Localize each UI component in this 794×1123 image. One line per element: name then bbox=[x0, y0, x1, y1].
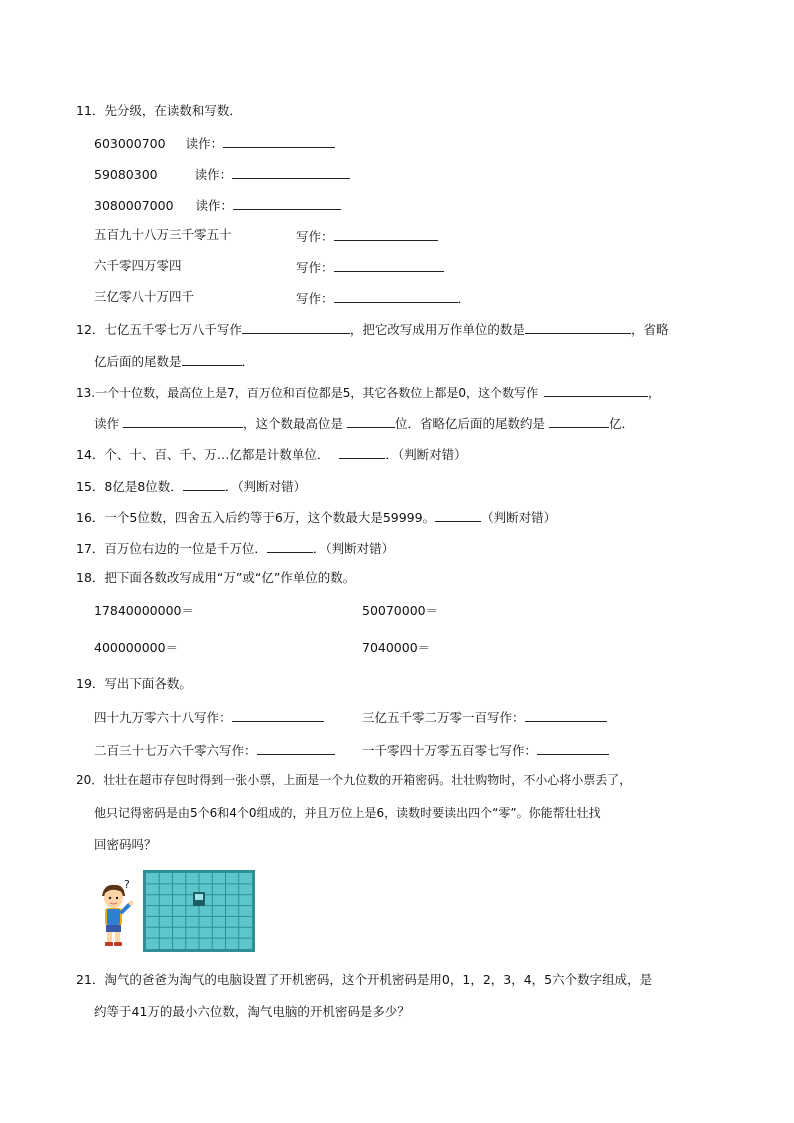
q12-part-2: ，把它改写成用万作单位的数是 bbox=[349, 322, 525, 337]
q18-item-1[interactable]: 17840000000＝ bbox=[94, 603, 194, 618]
q19-blank-4[interactable] bbox=[537, 741, 609, 755]
q12-blank-1[interactable] bbox=[242, 320, 350, 334]
q13-line2-c: 位．省略亿后面的尾数约是 bbox=[395, 416, 546, 431]
q15-line bbox=[76, 477, 306, 495]
q11-label-5: 写作： bbox=[296, 260, 334, 275]
q14-blank[interactable] bbox=[339, 445, 385, 459]
q16-blank[interactable] bbox=[435, 508, 481, 522]
q11-answer-blank-5[interactable] bbox=[334, 258, 444, 272]
q18-item-2[interactable]: 50070000＝ bbox=[362, 603, 439, 618]
q13-line-1 bbox=[76, 383, 660, 401]
q13-part-1-end: ， bbox=[648, 386, 661, 400]
q12-line-1 bbox=[76, 320, 668, 338]
q12-line-2 bbox=[94, 352, 254, 370]
q19-item-4 bbox=[362, 741, 609, 759]
q19-blank-2[interactable] bbox=[525, 708, 607, 722]
q13-line2-a: 读作 bbox=[94, 416, 120, 431]
q19-blank-3[interactable] bbox=[257, 741, 335, 755]
q19-label-3: 二百三十七万六千零六写作： bbox=[94, 743, 257, 758]
q11-answer-blank-1[interactable] bbox=[223, 134, 335, 148]
q16-tail: （判断对错） bbox=[481, 510, 557, 525]
q15-tail: ．（判断对错） bbox=[224, 479, 307, 494]
q11-answer-blank-2[interactable] bbox=[232, 165, 350, 179]
q11-write-4 bbox=[296, 227, 438, 245]
q11-label-2: 读作： bbox=[194, 167, 233, 182]
q11-row-1 bbox=[94, 134, 335, 152]
q19-blank-1[interactable] bbox=[232, 708, 324, 722]
q20-line-1: 20．壮壮在超市存包时得到一张小票，上面是一个九位数的开箱密码。壮壮购物时，不小心将小票丢了， bbox=[76, 773, 632, 787]
q11-label-1: 读作： bbox=[185, 136, 224, 151]
q11-number-2: 59080300 bbox=[94, 167, 158, 182]
q18-item-4[interactable]: 7040000＝ bbox=[362, 640, 431, 655]
q19-label-1: 四十九万零六十八写作： bbox=[94, 710, 232, 725]
q13-line2-b: ，这个数最高位是 bbox=[243, 416, 344, 431]
q11-write-5 bbox=[296, 258, 444, 276]
q17-line bbox=[76, 539, 394, 557]
q14-line bbox=[76, 445, 467, 463]
q13-blank-1[interactable] bbox=[544, 383, 648, 397]
q13-blank-2[interactable] bbox=[123, 414, 243, 428]
q19-item-1 bbox=[94, 708, 324, 726]
boy-thinking-illustration bbox=[94, 876, 140, 948]
q14-tail: ．（判断对错） bbox=[385, 447, 467, 462]
storage-lockers-illustration bbox=[143, 870, 255, 952]
q18-title: 18．把下面各数改写成用“万”或“亿”作单位的数。 bbox=[76, 570, 356, 585]
q11-number-6: 三亿零八十万四千 bbox=[94, 289, 195, 304]
q11-number-1: 603000700 bbox=[94, 136, 166, 151]
q12-part-3: ，省略 bbox=[630, 322, 669, 337]
q11-title: 11．先分级，在读数和写数． bbox=[76, 103, 242, 118]
q20-line-2: 他只记得密码是由5个6和4个0组成的，并且万位上是6，读数时要读出四个“零”。你能帮壮壮找 bbox=[94, 806, 601, 820]
q13-line2-d: 亿． bbox=[609, 416, 635, 431]
q21-line-2: 约等于41万的最小六位数，淘气电脑的开机密码是多少？ bbox=[94, 1004, 410, 1019]
q12-part-1: 12．七亿五千零七万八千写作 bbox=[76, 322, 242, 337]
q16-line bbox=[76, 508, 556, 526]
q11-label-6: 写作： bbox=[296, 291, 334, 306]
q12-line2-b: ． bbox=[241, 354, 255, 369]
q19-title: 19．写出下面各数。 bbox=[76, 676, 192, 691]
q11-number-4: 五百九十八万三千零五十 bbox=[94, 227, 232, 242]
q16-text: 16．一个5位数，四舍五入后约等于6万，这个数最大是59999。 bbox=[76, 510, 436, 525]
q11-number-5: 六千零四万零四 bbox=[94, 258, 182, 273]
q17-tail: ．（判断对错） bbox=[312, 541, 395, 556]
q17-text: 17．百万位右边的一位是千万位． bbox=[76, 541, 267, 556]
q11-label-3: 读作： bbox=[195, 198, 234, 213]
q19-label-4: 一千零四十万零五百零七写作： bbox=[362, 743, 538, 758]
q11-row-2 bbox=[94, 165, 350, 183]
question-mark-icon: ? bbox=[124, 878, 130, 891]
q11-end-period: ． bbox=[457, 291, 471, 306]
q20-line-3: 回密码吗？ bbox=[94, 837, 157, 852]
q12-blank-3[interactable] bbox=[182, 352, 242, 366]
q11-answer-blank-6[interactable] bbox=[334, 289, 458, 303]
q11-row-5 bbox=[94, 258, 182, 274]
q14-text: 14．个、十、百、千、万…亿都是计数单位． bbox=[76, 447, 330, 462]
q11-row-3 bbox=[94, 196, 341, 214]
q19-item-2 bbox=[362, 708, 607, 726]
q11-row-6 bbox=[94, 289, 194, 305]
q13-blank-4[interactable] bbox=[549, 414, 609, 428]
q13-line-2 bbox=[94, 414, 634, 432]
q11-answer-blank-3[interactable] bbox=[233, 196, 341, 210]
q19-item-3 bbox=[94, 741, 335, 759]
q21-line-1: 21．淘气的爸爸为淘气的电脑设置了开机密码，这个开机密码是用0，1，2，3，4，5六个数字组成，是 bbox=[76, 972, 653, 987]
q11-write-6 bbox=[296, 289, 470, 307]
q13-part-1: 13.一个十位数，最高位上是7，百万位和百位都是5，其它各数位上都是0，这个数写作 bbox=[76, 386, 538, 400]
q11-answer-blank-4[interactable] bbox=[334, 227, 438, 241]
q11-row-4 bbox=[94, 227, 232, 243]
q15-text: 15．8亿是8位数． bbox=[76, 479, 183, 494]
q13-blank-3[interactable] bbox=[347, 414, 395, 428]
q18-item-3[interactable]: 400000000＝ bbox=[94, 640, 179, 655]
q17-blank[interactable] bbox=[267, 539, 313, 553]
q12-line2-a: 亿后面的尾数是 bbox=[94, 354, 182, 369]
q11-label-4: 写作： bbox=[296, 229, 334, 244]
q19-label-2: 三亿五千零二万零一百写作： bbox=[362, 710, 525, 725]
q11-number-3: 3080007000 bbox=[94, 198, 174, 213]
q15-blank[interactable] bbox=[183, 477, 225, 491]
q12-blank-2[interactable] bbox=[525, 320, 631, 334]
